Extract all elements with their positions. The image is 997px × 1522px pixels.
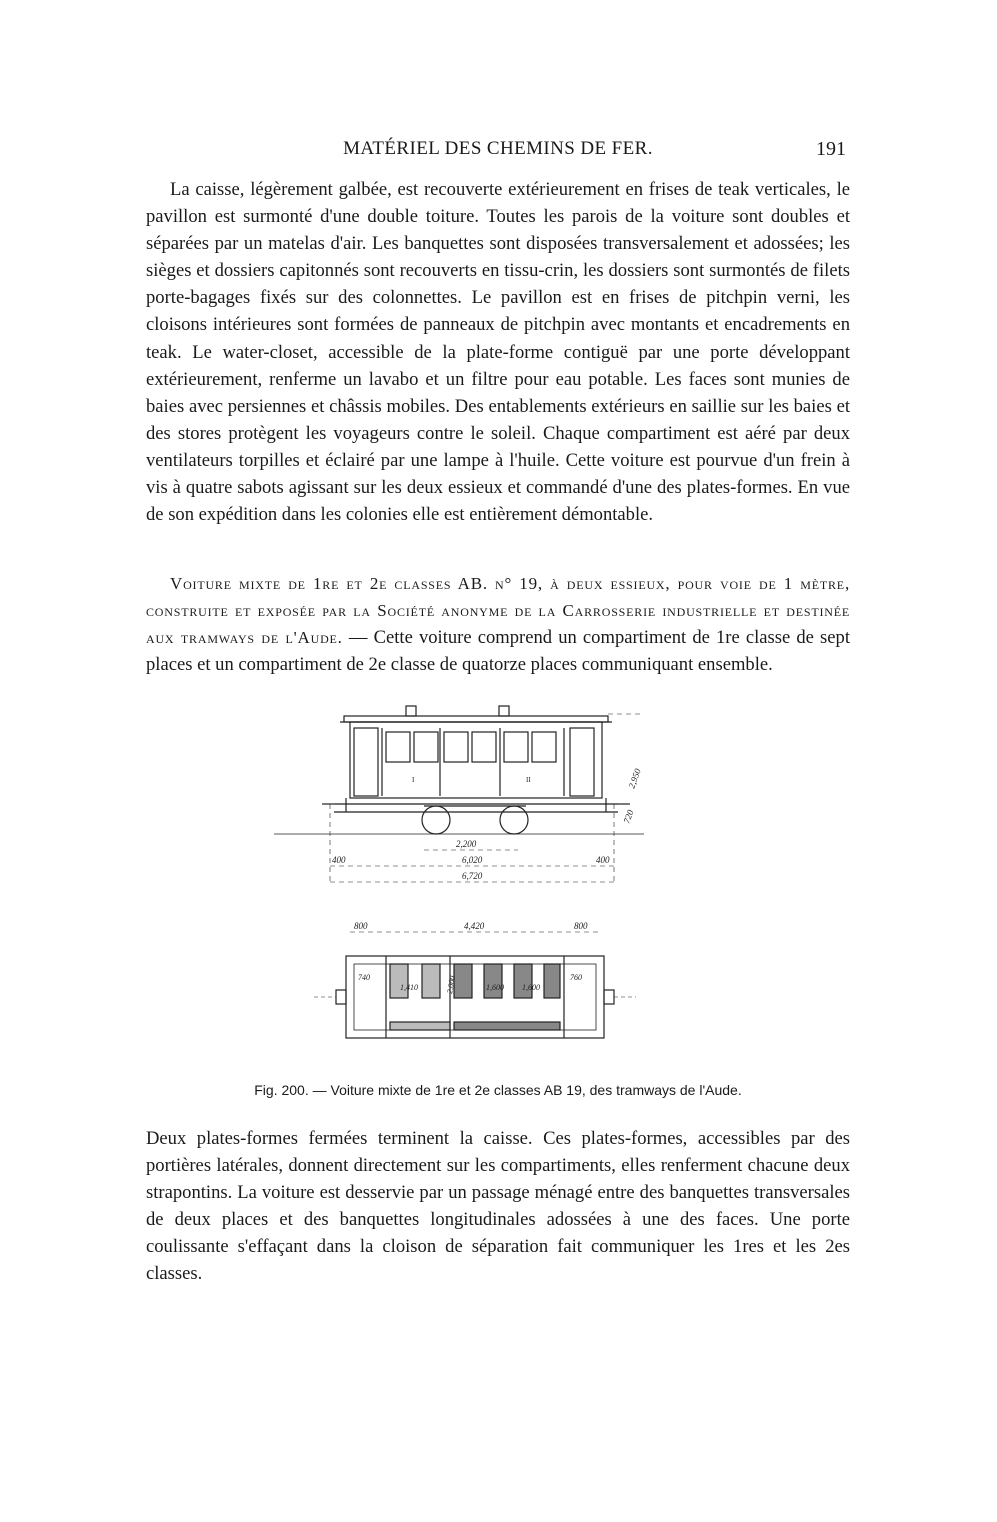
page-header	[146, 138, 850, 164]
paragraph-1: La caisse, légèrement galbée, est recouverte extérieurement en frises de teak verticales, le pavillon est surmonté d'une double toiture. Toutes les parois de la voiture sont doubles et séparées par un matelas d'air. Les banquettes sont disposées transversalement et adossées; les sièges et dossiers capitonnés sont recouverts en tissu-crin, les dossiers sont surmontés de filets porte-bagages fixés sur des colonnettes. Le pavillon est en frises de pitchpin verni, les cloisons intérieures sont formées de panneaux de pitchpin avec montants et encadrements en teak. Le water-closet, accessible de la plate-forme contiguë par une porte développant extérieurement, renferme un lavabo et un filtre pour eau potable. Les faces sont munies de baies avec persiennes et châssis mobiles. Des entablements extérieurs en saillie sur les baies et des stores protègent les voyageurs contre le soleil. Chaque compartiment est aéré par deux ventilateurs torpilles et éclairé par une lampe à l'huile. Cette voiture est pourvue d'un frein à vis à quatre sabots agissant sur les deux essieux et commandé d'une des plates-formes. En vue de son expédition dans les colonies elle est entièrement démontable.	[146, 179, 850, 526]
floor-height-label: 720	[621, 808, 636, 825]
seat-6-label: 760	[570, 973, 582, 982]
seat-4-label: 1,600	[486, 983, 504, 992]
platform-right-label: 800	[574, 921, 588, 931]
paragraph-3: Deux plates-formes fermées terminent la caisse. Ces plates-formes, accessibles par des portières latérales, donnent directement sur les compartiments, elles renferment chacune deux strapontins. La voiture est desservie par un passage ménagé entre des banquettes transversales de deux places et des banquettes longitudinales adossées à une des faces. Une porte coulissante s'effaçant dans la cloison de séparation fait communiquer les 1res et les 2es classes.	[146, 1128, 850, 1285]
seat-3-label: 2,000	[445, 975, 458, 995]
running-title: MATÉRIEL DES CHEMINS DE FER.	[343, 138, 653, 159]
body-length-label: 6,020	[462, 855, 483, 865]
figure-caption: Fig. 200. — Voiture mixte de 1re et 2e classes AB 19, des tramways de l'Aude.	[254, 1082, 742, 1098]
paragraph-2	[146, 570, 850, 678]
seat-1-label: 740	[358, 973, 370, 982]
elevation-view	[274, 706, 644, 834]
seat-2-label: 1,410	[400, 983, 418, 992]
paragraph-2-body: — Cette voiture comprend un compartiment de 1re classe de sept places et un compartiment de 2e classe de quatorze places communiquant ensemble.	[146, 627, 851, 676]
total-length-label: 6,720	[462, 871, 483, 881]
section-heading: Voiture mixte de 1re et 2e classes AB. n° 19, à deux essieux, pour voie de 1 mètre, construite et exposée par la Société anonyme de la Carrosserie industrielle et destinée aux tramways de l'Aude.	[146, 574, 850, 648]
seat-5-label: 1,600	[522, 983, 540, 992]
compartment-1-label: I	[412, 776, 415, 784]
platform-left-label: 800	[354, 921, 368, 931]
wheelbase-label: 2,200	[456, 839, 477, 849]
plan-view	[314, 932, 636, 1038]
overhang-right-label: 400	[596, 855, 610, 865]
compartment-2-label: II	[526, 776, 531, 784]
technical-drawing	[274, 694, 644, 1064]
page-number: 191	[816, 138, 846, 160]
figure-tramway-car	[274, 694, 644, 1064]
overhang-left-label: 400	[332, 855, 346, 865]
height-label: 2,950	[626, 767, 643, 790]
interior-length-label: 4,420	[464, 921, 485, 931]
